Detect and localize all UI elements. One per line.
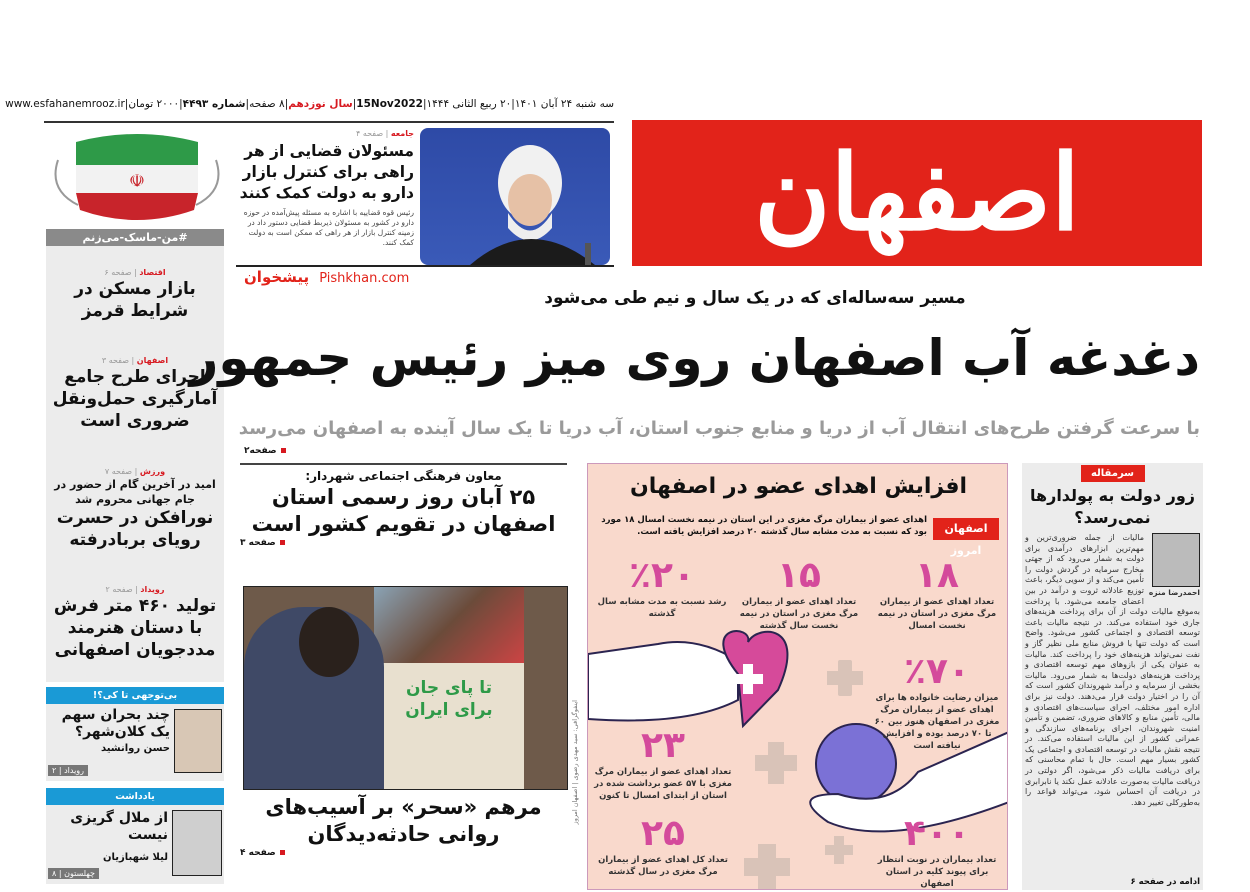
middle-kicker: معاون فرهنگی اجتماعی شهردار: — [305, 469, 502, 483]
infographic-title: افزایش اهدای عضو در اصفهان — [629, 474, 968, 499]
editorial-headline[interactable]: زور دولت به پولدارها نمی‌رسد؟ — [1030, 486, 1195, 527]
dateline: سه شنبه ۲۴ آبان ۱۴۰۱ | ۲۰ ربیع الثانی ۱۴۴۴ | 15Nov2022 | سال نوزدهم | ۸ صفحه | شماره ۴۴۹۳ | ۲۰۰۰ تومان | www.esfahanemrooz.ir — [5, 98, 614, 110]
brief-headline: بازار مسکن در شرایط قرمز — [74, 278, 196, 321]
hijri-date: ۲۰ ربیع الثانی ۱۴۴۴ — [426, 98, 512, 110]
stat-label: میزان رضایت خانواده ها برای اهدای عضو از بیماران مرگ مغزی در اصفهان هنوز بین ۶۰ تا ۷۰ درصد بوده و افزایش نیافته است — [874, 693, 1000, 751]
note-box[interactable] — [46, 788, 224, 884]
photo-credit: اینفوگرافی: سید مهدی رضوی | اصفهان امروز — [571, 700, 579, 825]
category: اقتصاد — [139, 267, 166, 277]
hashtag-bar: #من-ماسک-می‌زنم — [46, 229, 224, 246]
page-ref[interactable]: صفحه ۴ — [240, 848, 567, 858]
author-block — [1148, 533, 1200, 598]
stat-value: ٪۲۰ — [629, 555, 695, 596]
stat-label: تعداد بیماران در نوبت انتظار برای پیوند کلیه در استان اصفهان — [877, 855, 997, 889]
editorial-text: مالیات از جمله ضروری‌ترین و مهم‌ترین ابزارهای درآمدی برای دولت به شمار می‌رود که از جهتی مخارج سرمایه در گردش دولت را تأمین می‌کند و از سویی دیگر، باعث توزیع عادلانه ثروت و درآمد در بین اعضای جامعه می‌شود. با پرداخت به‌موقع مالیات دولت از آن برای پرداخت هزینه‌های جاری خود استفاده می‌کند. در نتیجه مالیات باعث توسعه اقتصادی و اجتماعی کشور می‌شود. واضح است که دولت تنها با فروش منابع ملی نظیر گاز و نفت نمی‌تواند هزینه‌های خود را پرداخت کند. مالیات به عنوان یکی از بازوهای مهم توسعه اقتصادی و پرداخت هزینه‌های دولت‌ها به شمار می‌رود. مالیات بخشی از سرمایه و درآمد شهروندان کشور است که آن را در اختیار دولت قرار می‌دهند. دولت نیز برای اداره امور مختلف، اجرای سیاست‌های اقتصادی و مالی، تأمین منابع و کالاهای ضروری، تضمین و تأمین امنیت شهروندان، اجرای برنامه‌های سازندگی و عمرانی کشور از این مالیات استفاده می‌کند. در نتیجه نقش مالیات در توسعه اقتصادی و اجتماعی یک کشور بسیار مهم است. حال با تمام محاسنی که برای دریافت مالیات ذکر می‌شود، اگر دولتی در دریافت مالیات به‌صورت عادلانه عمل نکند یا نابرابری در دریافت آن احساس شود، می‌تواند قواعد را به‌طورکلی تغییر دهد. — [1025, 533, 1200, 807]
continued-link[interactable]: ادامه در صفحه ۶ — [1130, 877, 1200, 887]
middle-headline[interactable]: ۲۵ آبان روز رسمی استان اصفهان در تقویم کشور است — [251, 485, 556, 536]
page-ref: صفحه ۷ — [104, 466, 133, 476]
stat-value: ۲۳ — [641, 725, 685, 766]
editorial-badge: سرمقاله — [1081, 465, 1145, 482]
lead-subhead: با سرعت گرفتن طرح‌های انتقال آب از دریا و منابع جنوب استان، آب دریا تا یک سال آینده به اصفهان می‌رسد — [238, 418, 1200, 439]
page-count: ۸ صفحه — [249, 98, 285, 110]
section-tag: رویداد | ۲ — [48, 765, 88, 776]
stat-label: تعداد کل اهدای عضو از بیماران مرگ مغزی در سال گذشته — [598, 855, 728, 877]
divider — [44, 121, 614, 123]
brief-item[interactable]: رویداد | صفحه ۲ تولید ۴۶۰ متر فرش با دستان هنرمند مددجویان اصفهانی — [46, 584, 224, 661]
page-ref[interactable]: صفحه ۳ — [240, 538, 567, 548]
box-header: یادداشت — [46, 788, 224, 805]
top-story-photo — [420, 128, 610, 265]
page-ref: صفحه ۶ — [104, 267, 132, 277]
stat-label: رشد نسبت به مدت مشابه سال گذشته — [597, 597, 727, 619]
opinion-box[interactable] — [46, 687, 224, 781]
brief-headline: نورافکن در حسرت رویای بربادرفته — [56, 507, 214, 550]
issue-number: شماره ۴۴۹۳ — [182, 98, 246, 110]
stat-label: تعداد اهدای عضو از بیماران مرگ مغزی با ۵۷ عضو برداشت شده در استان از ابتدای امسال تا کنون — [594, 767, 732, 801]
top-story — [236, 128, 414, 248]
stat-value: ۱۸ — [915, 555, 959, 596]
newspaper-logo: اصفهان — [632, 120, 1202, 266]
stat-item — [872, 652, 1002, 752]
brief-item[interactable]: اصفهان | صفحه ۳ اجرای طرح جامع آمارگیری حمل‌ونقل ضروری است — [46, 355, 224, 432]
brief-item[interactable]: اقتصاد | صفحه ۶ بازار مسکن در شرایط قرمز — [46, 267, 224, 322]
lead-kicker: مسیر سه‌ساله‌ای که در یک سال و نیم طی می‌شود — [544, 288, 966, 308]
stat-item — [734, 556, 864, 632]
page-ref[interactable]: صفحه۲ — [244, 446, 286, 456]
stat-label: تعداد اهدای عضو از بیماران مرگ مغزی در استان در نیمه نخست امسال — [877, 597, 997, 631]
section-tag: چهلستون | ۸ — [48, 868, 99, 879]
watermark-url: Pishkhan.com — [319, 271, 410, 286]
editorial-author: احمدرضا منزه — [1148, 588, 1200, 597]
brief-headline: اجرای طرح جامع آمارگیری حمل‌ونقل ضروری است — [52, 367, 218, 432]
person-head — [299, 607, 359, 677]
middle-story-2 — [240, 794, 567, 858]
infographic-logo: اصفهان امروز — [933, 518, 999, 540]
infographic-intro: اهدای عضو از بیماران مرگ مغزی در این استان در نیمه نخست امسال ۱۸ مورد بود که نسبت به مدت مشابه سال گذشته ۲۰ درصد افزایش یافته است. — [601, 515, 927, 537]
stat-item — [872, 556, 1002, 632]
page-ref: صفحه ۳ — [101, 356, 129, 366]
author-photo — [1152, 533, 1200, 587]
stat-item — [593, 726, 733, 802]
poster — [374, 587, 524, 790]
top-story-kicker: جامعه | صفحه ۴ — [355, 129, 414, 138]
page-ref: صفحه ۴ — [355, 129, 384, 138]
watermark-text: پیشخوان — [244, 268, 310, 286]
category: اصفهان — [136, 356, 169, 366]
middle-story — [240, 468, 567, 548]
divider — [236, 265, 614, 267]
page-ref: صفحه ۲ — [105, 585, 133, 595]
category: جامعه — [390, 129, 414, 138]
stat-item — [597, 556, 727, 620]
author-photo — [174, 709, 222, 773]
volume: سال نوزدهم — [288, 98, 353, 110]
stat-value: ٪۷۰ — [904, 651, 970, 692]
portrait-image — [420, 128, 610, 265]
box-text — [50, 707, 170, 754]
brief-headline: تولید ۴۶۰ متر فرش با دستان هنرمند مددجویان اصفهانی — [53, 596, 217, 661]
stat-label: تعداد اهدای عضو از بیماران مرگ مغزی در استان در نیمه نخست سال گذشته — [739, 597, 859, 631]
infographic — [587, 463, 1008, 890]
middle-headline-2[interactable]: مرهم «سحر» بر آسیب‌های روانی حادثه‌دیدگان — [265, 795, 542, 846]
editorial-body — [1025, 533, 1200, 808]
category: ورزش — [139, 466, 166, 476]
poster-title: تا پای جان برای ایران — [405, 678, 493, 720]
lead-headline[interactable]: دغدغه آب اصفهان روی میز رئیس جمهور — [189, 329, 1200, 387]
stat-value: ۴۰۰ — [904, 813, 970, 854]
mask-illustration — [48, 130, 226, 228]
watermark — [244, 268, 409, 286]
author-photo — [172, 810, 222, 876]
brief-item[interactable]: ورزش | صفحه ۷ امید در آخرین گام از حضور در جام جهانی محروم شد نورافکن در حسرت رویای بربادرفته — [46, 466, 224, 551]
top-story-summary: رئیس قوه قضاییه با اشاره به مسئله پیش‌آمده در حوزه دارو در کشور به مسئولان ذیربط قضایی دستور داد در زمینه کنترل بازار از هر راهی که ممکن است به دولت کمک کنند. — [243, 208, 414, 247]
website[interactable]: www.esfahanemrooz.ir — [5, 98, 125, 110]
stat-value: ۱۵ — [777, 555, 821, 596]
editorial-column — [1022, 463, 1203, 890]
brief-subhead: امید در آخرین گام از حضور در جام جهانی محروم شد — [54, 477, 216, 506]
top-story-headline[interactable]: مسئولان قضایی از هر راهی برای کنترل بازار دارو به دولت کمک کنند — [239, 142, 414, 202]
box-headline: از ملال گریزی نیست — [70, 810, 168, 843]
divider — [240, 463, 567, 465]
category: رویداد — [140, 585, 165, 595]
stat-value: ۲۵ — [641, 813, 685, 854]
gregorian-date: 15Nov2022 — [356, 98, 423, 110]
date: سه شنبه ۲۴ آبان ۱۴۰۱ — [514, 98, 614, 110]
box-text — [50, 810, 168, 863]
author-name: حسن روانشید — [100, 743, 170, 754]
event-photo — [243, 586, 568, 790]
stat-item — [872, 814, 1002, 890]
svg-text:☫: ☫ — [128, 171, 146, 192]
author-name: لیلا شهبازیان — [103, 852, 168, 863]
box-header: بی‌توجهی تا کی؟! — [46, 687, 224, 704]
box-headline: چند بحران سهم یک کلان‌شهر؟ — [61, 707, 170, 740]
price: ۲۰۰۰ تومان — [128, 98, 180, 110]
stat-item — [598, 814, 728, 878]
left-column-briefs — [46, 246, 224, 682]
